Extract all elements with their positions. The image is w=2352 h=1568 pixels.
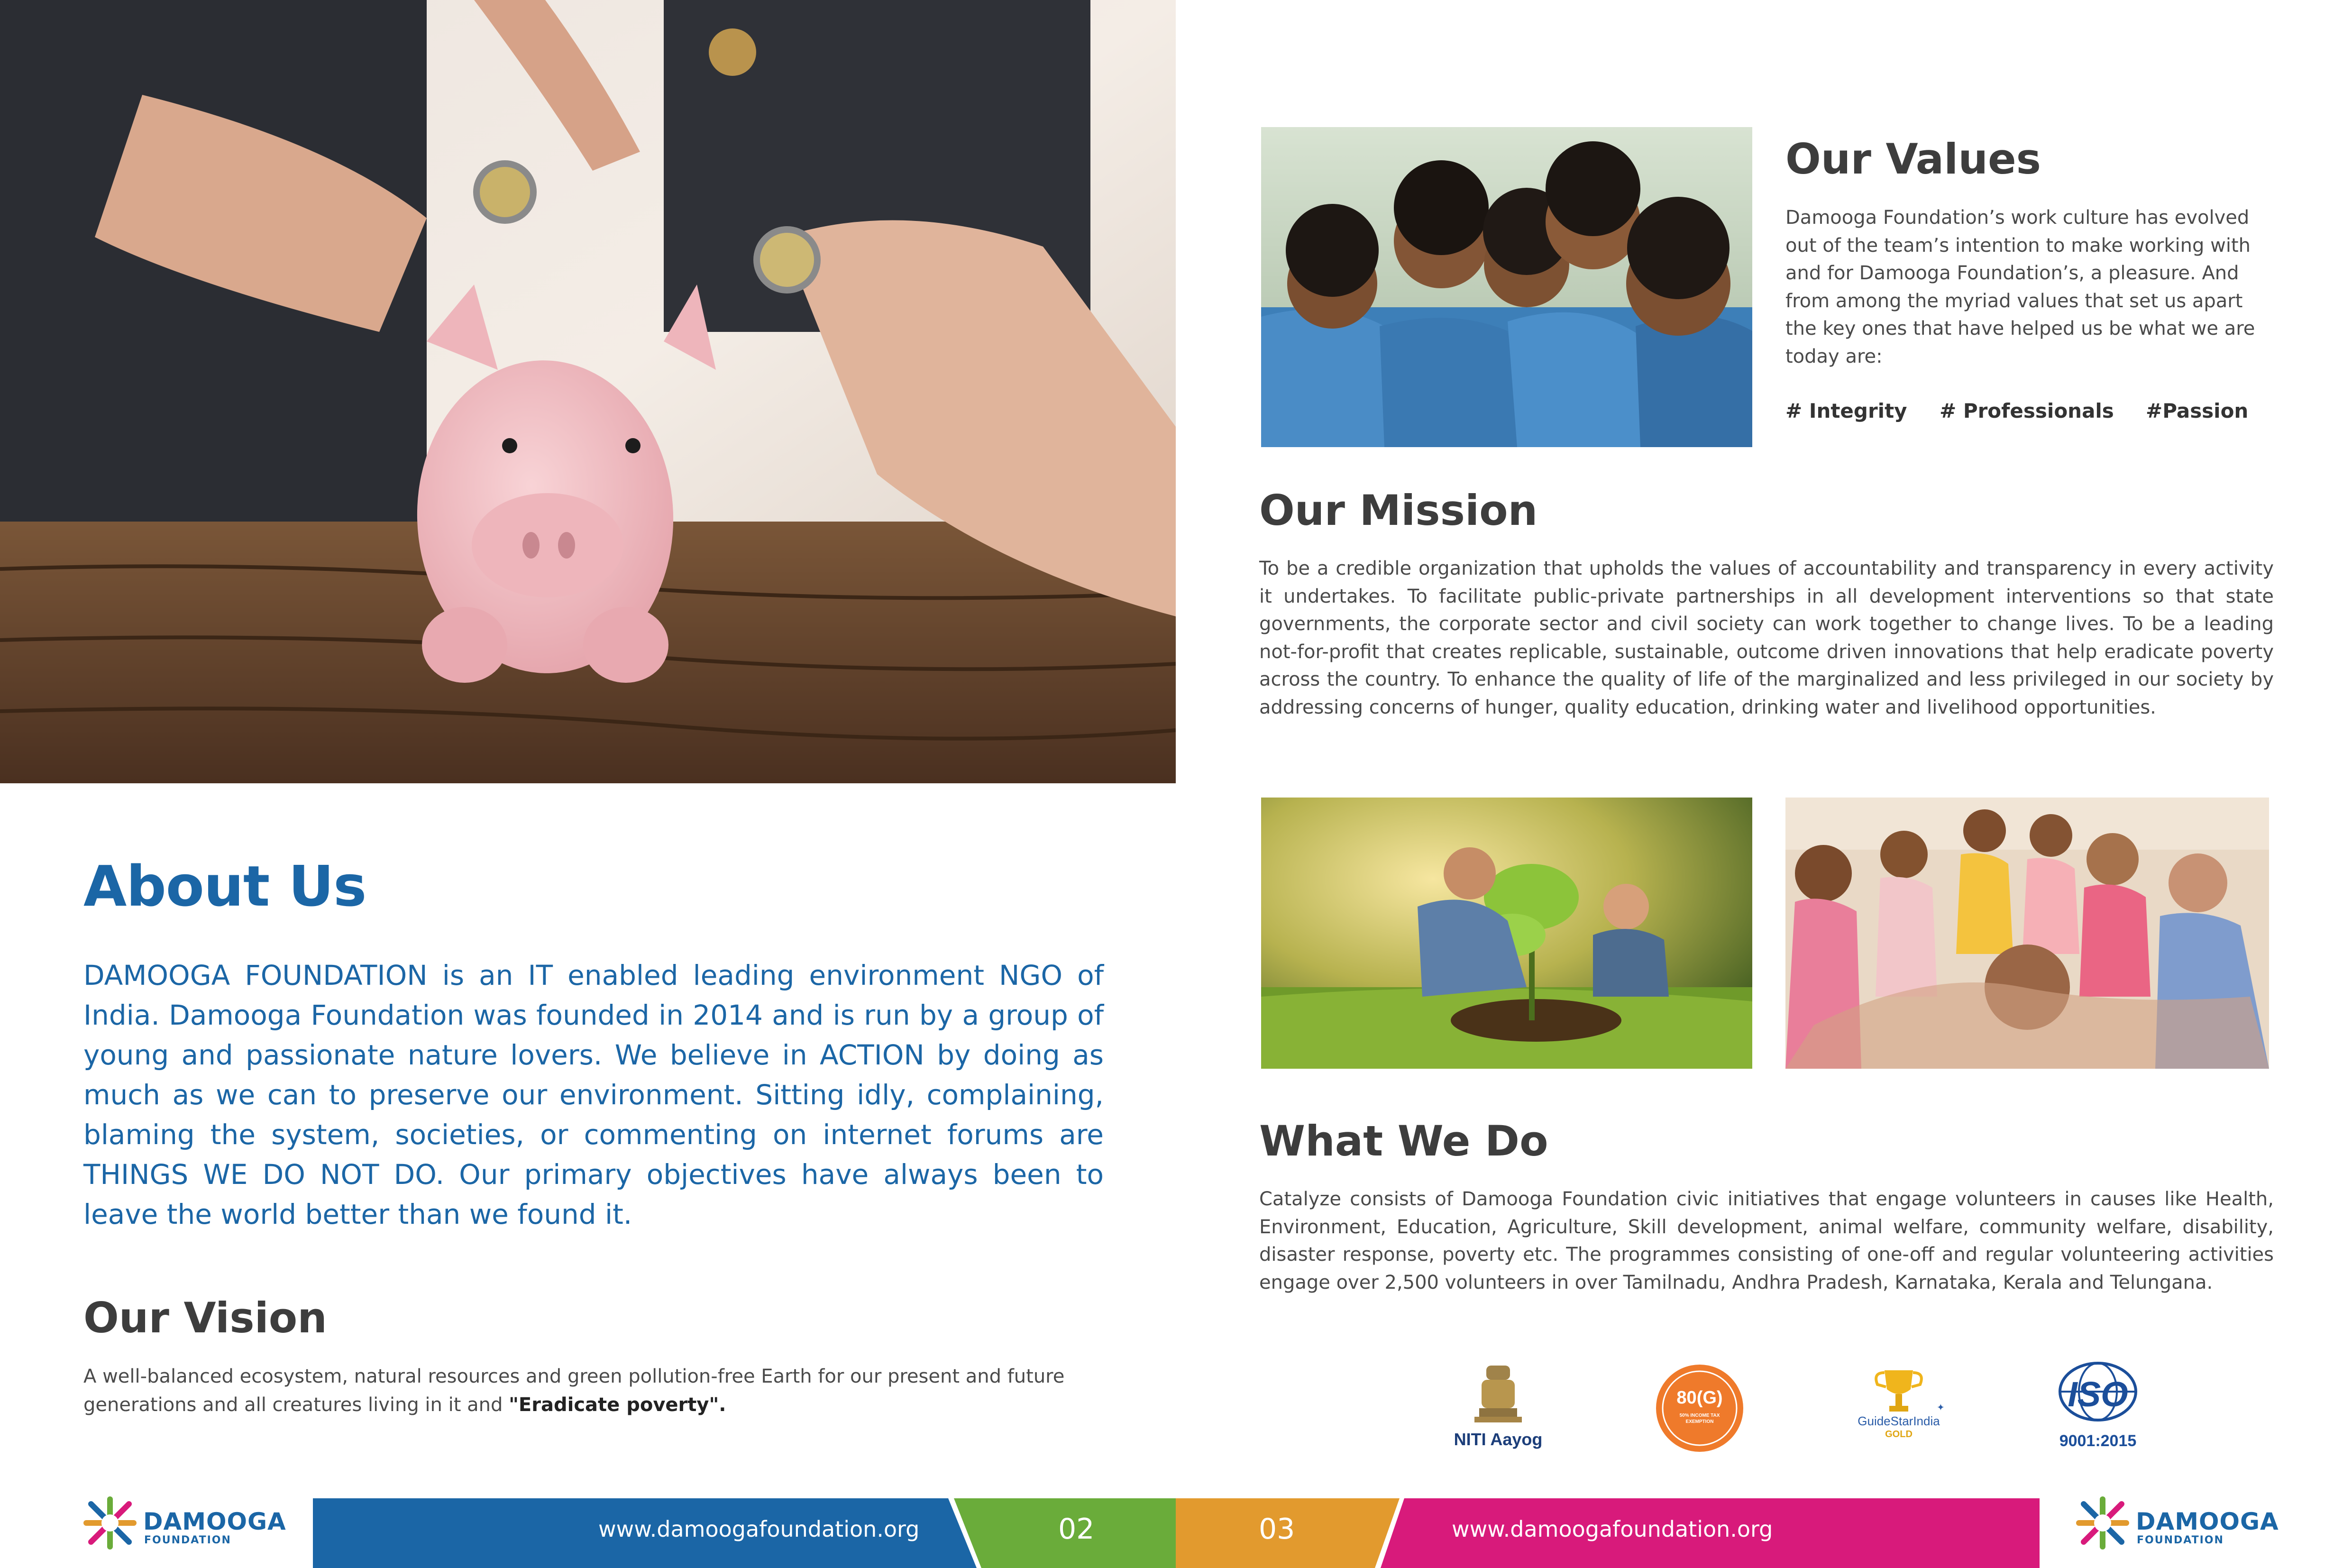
iso-label: ISO [2068, 1375, 2128, 1414]
vision-text-body: A well-balanced ecosystem, natural resources and green pollution-free Earth for our present and future generations and all creatures living in it and [83, 1366, 1065, 1416]
children-photo [1261, 127, 1752, 447]
values-heading: Our Values [1785, 135, 2041, 183]
page-number-right: 03 [1259, 1513, 1295, 1546]
footer-logo-right-name: DAMOOGA [2136, 1508, 2279, 1535]
tax-exemption-badge [1655, 1363, 1745, 1453]
tax-seal-icon [1655, 1363, 1745, 1453]
vision-text-bold: "Eradicate poverty". [509, 1394, 726, 1416]
trophy-icon [1844, 1366, 1953, 1418]
mission-text: To be a credible organization that upholds the values of accountability and transparency in every activity it undertakes. To facilitate public-private partnerships in all development interventions so that state governments, the corporate sector and civil society can work together to change lives. To be a leading not-for-profit that creates replicable, sustainable, outcome driven innovations that help eradicate poverty across the country. To enhance the quality of life of the marginalized and less privileged in our society by addressing concerns of hunger, quality education, drinking water and livelihood opportunities. [1259, 558, 2274, 718]
value-tag-professionals: # Professionals [1940, 399, 2114, 422]
footer-logo-right[interactable] [2074, 1495, 2279, 1556]
guidestar-level: GOLD [1885, 1429, 1913, 1440]
what-we-do-heading: What We Do [1259, 1117, 1548, 1165]
piggy-bank-photo [0, 0, 1176, 783]
vision-text [83, 1362, 1104, 1419]
values-text: Damooga Foundation’s work culture has evolved out of the team’s intention to make working with and for Damooga Foundation’s, a pleasure. And from among the myriad values that set us apart the key ones that have helped us be what we are today are: [1785, 207, 2255, 367]
footer-band [0, 1498, 2352, 1568]
guidestar-badge [1844, 1366, 1953, 1451]
niti-aayog-badge [1441, 1361, 1555, 1456]
iso-badge [2043, 1361, 2152, 1456]
niti-aayog-label: NITI Aayog [1454, 1430, 1543, 1449]
footer-logo-right-sub: FOUNDATION [2137, 1534, 2224, 1546]
vision-heading: Our Vision [83, 1293, 327, 1342]
planting-photo [1261, 798, 1752, 1069]
about-heading: About Us [83, 853, 366, 919]
group-hands-photo [1785, 798, 2269, 1069]
footer-website-right[interactable]: www.damoogafoundation.org [1452, 1516, 1773, 1542]
footer-website-left[interactable]: www.damoogafoundation.org [598, 1516, 920, 1542]
page-number-left: 02 [1058, 1513, 1095, 1546]
tax-badge-subtitle: 50% INCOME TAX EXEMPTION [1679, 1413, 1720, 1424]
about-text: DAMOOGA FOUNDATION is an IT enabled leading environment NGO of India. Damooga Foundation was founded in 2014 and is run by a group of young and passionate nature lovers. We believe in ACTION by doing as much as we can to preserve our environment. Sitting idly, complaining, blaming the system, societies, or commenting on internet forums are THINGS WE DO NOT DO. Our primary objectives have always been to leave the world better than we found it. [83, 959, 1104, 1230]
tax-badge-title: 80(G) [1676, 1388, 1723, 1408]
value-tag-passion: #Passion [2146, 399, 2249, 422]
national-emblem-icon [1441, 1361, 1555, 1432]
guidestar-label: GuideStarIndia [1858, 1414, 1940, 1428]
footer-logo-left-name: DAMOOGA [143, 1508, 286, 1535]
damooga-logo-icon [2074, 1495, 2131, 1551]
what-we-do-text: Catalyze consists of Damooga Foundation civic initiatives that engage volunteers in causes like Health, Environment, Education, Agriculture, Skill development, animal welfare, community welfare, disability, disaster response, poverty etc. The programmes consisting of one-off and regular volunteering activities engage over 2,500 volunteers in over Tamilnadu, Andhra Pradesh, Karnataka, Kerala and Telungana. [1259, 1188, 2274, 1293]
mission-heading: Our Mission [1259, 486, 1538, 535]
value-tag-integrity: # Integrity [1785, 399, 1907, 422]
iso-number: 9001:2015 [2059, 1432, 2137, 1450]
values-tags [1785, 399, 2274, 428]
footer-logo-left-sub: FOUNDATION [144, 1534, 231, 1546]
svg-text:✦: ✦ [1937, 1402, 1945, 1413]
